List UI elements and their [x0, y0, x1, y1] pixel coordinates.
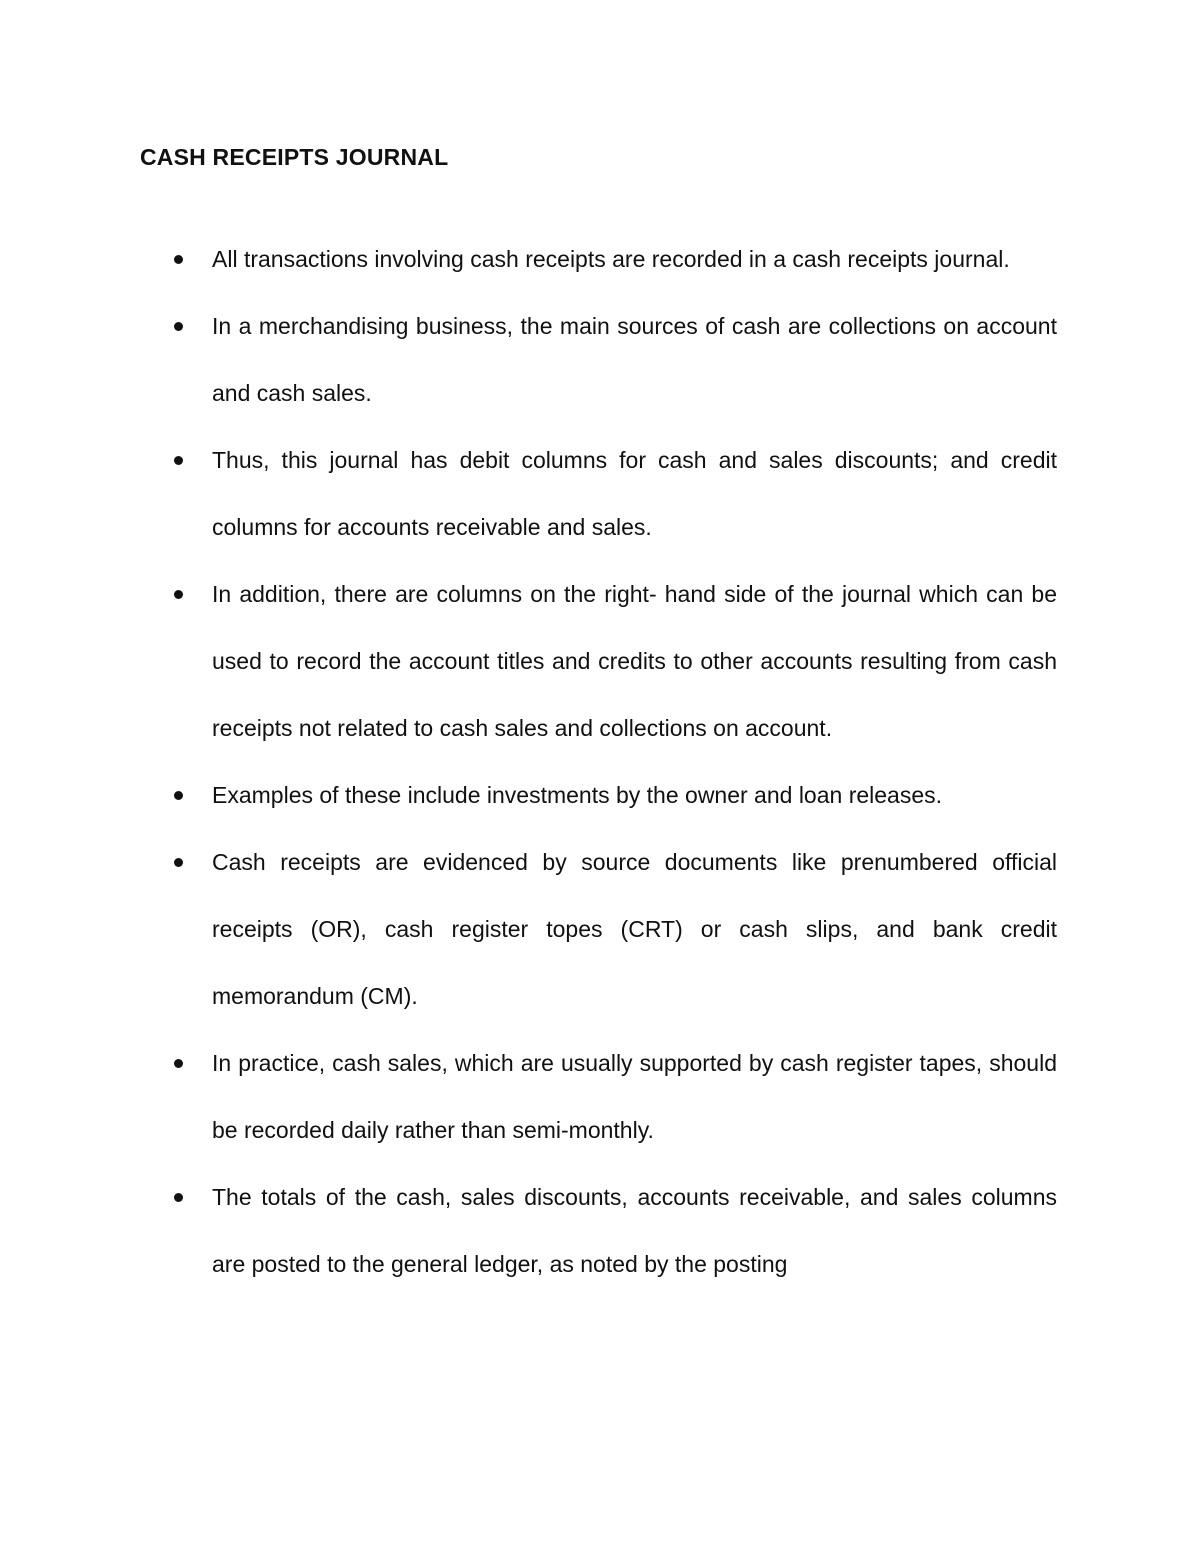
bullet-icon [174, 858, 183, 867]
list-item-text: Cash receipts are evidenced by source documents like prenumbered official receipts (OR), cash register topes (CRT) or cash slips, and bank credit memorandum (CM). [212, 849, 1057, 1009]
list-item [212, 427, 1057, 561]
bullet-icon [174, 590, 183, 599]
list-item-text: In a merchandising business, the main sources of cash are collections on account and cash sales. [212, 313, 1057, 406]
list-item [212, 1164, 1057, 1298]
list-item-text: Examples of these include investments by the owner and loan releases. [212, 782, 943, 808]
list-item-text: All transactions involving cash receipts are recorded in a cash receipts journal. [212, 246, 1010, 272]
list-item-text: In practice, cash sales, which are usually supported by cash register tapes, should be recorded daily rather than semi-monthly. [212, 1050, 1057, 1143]
bullet-icon [174, 322, 183, 331]
page-title: CASH RECEIPTS JOURNAL [140, 144, 449, 170]
list-item [212, 829, 1057, 1030]
list-item [212, 226, 1057, 293]
bullet-icon [174, 255, 183, 264]
list-item-text: In addition, there are columns on the right- hand side of the journal which can be used to record the account titles and credits to other accounts resulting from cash receipts not related to cash sales and collections on account. [212, 581, 1057, 741]
bullet-list [212, 226, 1057, 1298]
bullet-icon [174, 1193, 183, 1202]
list-item [212, 762, 1057, 829]
bullet-icon [174, 791, 183, 800]
list-item [212, 1030, 1057, 1164]
list-item-text: Thus, this journal has debit columns for cash and sales discounts; and credit columns for accounts receivable and sales. [212, 447, 1057, 540]
list-item-text: The totals of the cash, sales discounts, accounts receivable, and sales columns are posted to the general ledger, as noted by the posting [212, 1184, 1057, 1277]
bullet-icon [174, 1059, 183, 1068]
list-item [212, 293, 1057, 427]
bullet-icon [174, 456, 183, 465]
list-item [212, 561, 1057, 762]
